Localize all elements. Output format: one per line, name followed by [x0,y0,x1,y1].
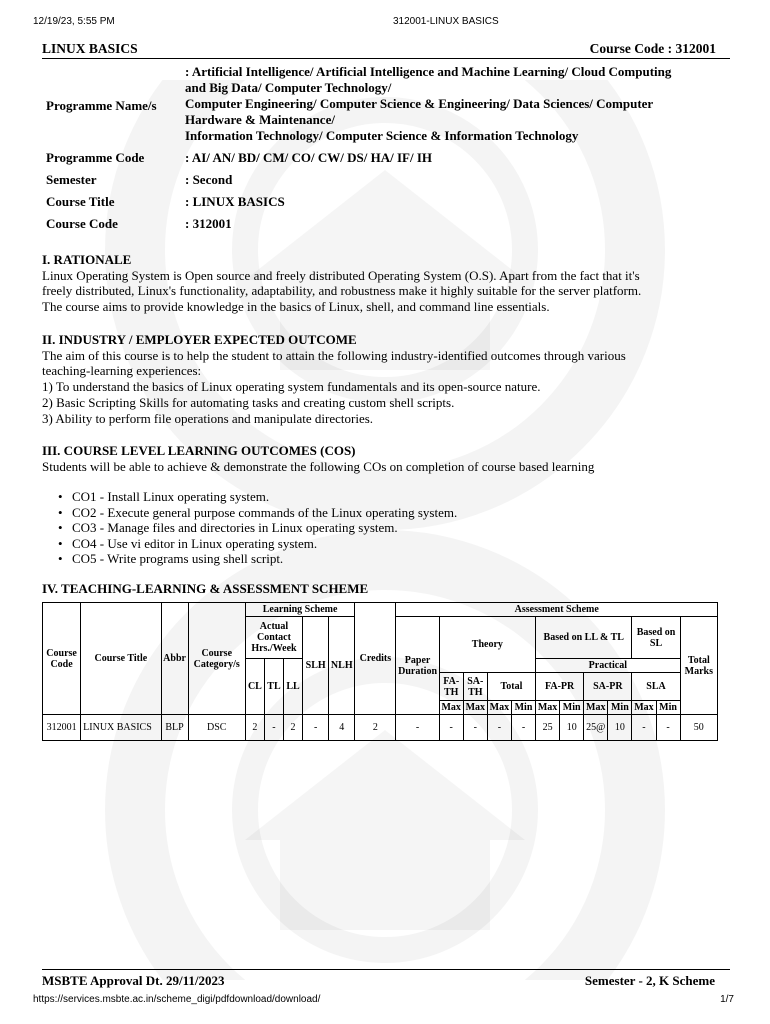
industry-line: teaching-learning experiences: [42,363,202,379]
programme-names-value [185,64,745,144]
co-item: • CO3 - Manage files and directories in Linux operating system. [58,520,457,536]
col-actual-contact: Actual Contact Hrs./Week [245,617,302,659]
cell-total-min: - [511,715,535,741]
cell-total-max: - [487,715,511,741]
sla-max-head: Max [632,701,656,715]
industry-line: 1) To understand the basics of Linux operating system fundamentals and its open-source nature. [42,379,541,395]
rationale-section [42,252,732,315]
col-course-title: Course Title [81,603,161,715]
cell-category: DSC [188,715,245,741]
cell-fa-pr-min: 10 [560,715,584,741]
sa-pr-min-head: Min [608,701,632,715]
industry-line: 2) Basic Scripting Skills for automating tasks and creating custom shell scripts. [42,394,455,410]
cos-heading: III. COURSE LEVEL LEARNING OUTCOMES (COS) [42,443,356,458]
rationale-line: freely distributed, Linux's functionality, adaptability, and robustness make it highly suitable for the server platform. [42,283,642,299]
cell-slh: - [303,715,329,741]
scheme-heading: IV. TEACHING-LEARNING & ASSESSMENT SCHEME [42,581,369,596]
print-page-number: 1/7 [720,994,734,1005]
cell-course-title: LINUX BASICS [81,715,161,741]
cos-section [42,443,732,474]
cell-fa-pr-max: 25 [536,715,560,741]
print-footer [33,994,734,1008]
col-theory: Theory [439,617,535,673]
col-nlh: NLH [329,617,355,715]
print-datetime: 12/19/23, 5:55 PM [33,16,115,27]
cos-intro: Students will be able to achieve & demonstrate the following COs on completion of course based learning [42,458,595,474]
rationale-heading: I. RATIONALE [42,252,132,267]
cell-credits: 2 [355,715,396,741]
col-total-marks: Total Marks [680,617,717,715]
sa-th-max-head: Max [463,701,487,715]
cos-list [58,489,457,567]
col-based-on-sl: Based on SL [632,617,680,659]
scheme-header-row [43,603,718,617]
col-course-code: Course Code [43,603,81,715]
cell-course-code: 312001 [43,715,81,741]
cell-sa-pr-max: 25@ [584,715,608,741]
course-title-label: Course Title [46,194,115,209]
approval-date: MSBTE Approval Dt. 29/11/2023 [42,973,225,988]
cell-tl: - [264,715,283,741]
semester-scheme: Semester - 2, K Scheme [584,973,715,988]
col-total: Total [487,673,535,701]
industry-line: The aim of this course is to help the student to attain the following industry-identified outcomes through various [42,347,626,363]
scheme-section [42,581,732,597]
cell-ll: 2 [284,715,303,741]
col-fa-th: FA-TH [439,673,463,701]
col-sa-pr: SA-PR [584,673,632,701]
footer-divider [42,969,730,970]
industry-line: 3) Ability to perform file operations and manipulate directories. [42,410,374,426]
cell-nlh: 4 [329,715,355,741]
cell-sla-max: - [632,715,656,741]
cell-sa-th-max: - [463,715,487,741]
semester-label: Semester [46,172,97,187]
course-code-label: Course Code [46,216,118,231]
document-header-code: Course Code : 312001 [589,41,716,56]
total-min-head: Min [511,701,535,715]
col-sa-th: SA-TH [463,673,487,701]
col-tl: TL [264,659,283,715]
co-item: • CO5 - Write programs using shell script. [58,551,457,567]
col-category: Course Category/s [188,603,245,715]
print-header [33,16,734,30]
col-cl: CL [245,659,264,715]
industry-outcome-section [42,332,732,426]
total-max-head: Max [487,701,511,715]
col-practical: Practical [536,659,681,673]
semester-value: : Second [185,172,233,187]
industry-heading: II. INDUSTRY / EMPLOYER EXPECTED OUTCOME [42,332,357,347]
course-code-value: : 312001 [185,216,232,231]
print-title: 312001-LINUX BASICS [393,16,499,27]
cell-cl: 2 [245,715,264,741]
sa-pr-max-head: Max [584,701,608,715]
rationale-line: Linux Operating System is Open source and freely distributed Operating System (O.S). Apart from the fact that it's [42,267,640,283]
programme-names-label: Programme Name/s [46,98,157,113]
cell-paper-duration: - [396,715,439,741]
print-url: https://services.msbte.ac.in/scheme_digi/pdfdownload/download/ [33,994,321,1005]
col-sla: SLA [632,673,680,701]
teaching-assessment-scheme-table [42,602,718,741]
document-header [42,40,730,59]
co-item: • CO4 - Use vi editor in Linux operating system. [58,536,457,552]
co-item: • CO2 - Execute general purpose commands of the Linux operating system. [58,505,457,521]
col-ll: LL [284,659,303,715]
col-credits: Credits [355,603,396,715]
col-abbr: Abbr [161,603,188,715]
col-learning-scheme: Learning Scheme [245,603,354,617]
fa-th-max-head: Max [439,701,463,715]
cell-sa-pr-min: 10 [608,715,632,741]
rationale-line: The course aims to provide knowledge in the basics of Linux, shell, and command line essentials. [42,299,550,315]
co-item: • CO1 - Install Linux operating system. [58,489,457,505]
programme-names-line: Information Technology/ Computer Science & Information Technology [185,128,579,143]
programme-code-label: Programme Code [46,150,145,165]
course-title-value: : LINUX BASICS [185,194,285,209]
fa-pr-min-head: Min [560,701,584,715]
programme-names-line: and Big Data/ Computer Technology/ [185,80,392,95]
col-paper-duration: Paper Duration [396,617,439,715]
cell-fa-th-max: - [439,715,463,741]
programme-code-value: : AI/ AN/ BD/ CM/ CO/ CW/ DS/ HA/ IF/ IH [185,150,433,165]
cell-total-marks: 50 [680,715,717,741]
col-fa-pr: FA-PR [536,673,584,701]
col-slh: SLH [303,617,329,715]
programme-names-line: Computer Engineering/ Computer Science & Engineering/ Data Sciences/ Computer [185,96,654,111]
sla-min-head: Min [656,701,680,715]
programme-names-line: : Artificial Intelligence/ Artificial Intelligence and Machine Learning/ Cloud Computing [185,64,672,79]
cell-abbr: BLP [161,715,188,741]
document-header-title: LINUX BASICS [42,41,138,56]
scheme-data-row [43,715,718,741]
cell-sla-min: - [656,715,680,741]
col-assessment-scheme: Assessment Scheme [396,603,718,617]
col-based-on-ll-tl: Based on LL & TL [536,617,632,659]
programme-names-line: Hardware & Maintenance/ [185,112,335,127]
fa-pr-max-head: Max [536,701,560,715]
